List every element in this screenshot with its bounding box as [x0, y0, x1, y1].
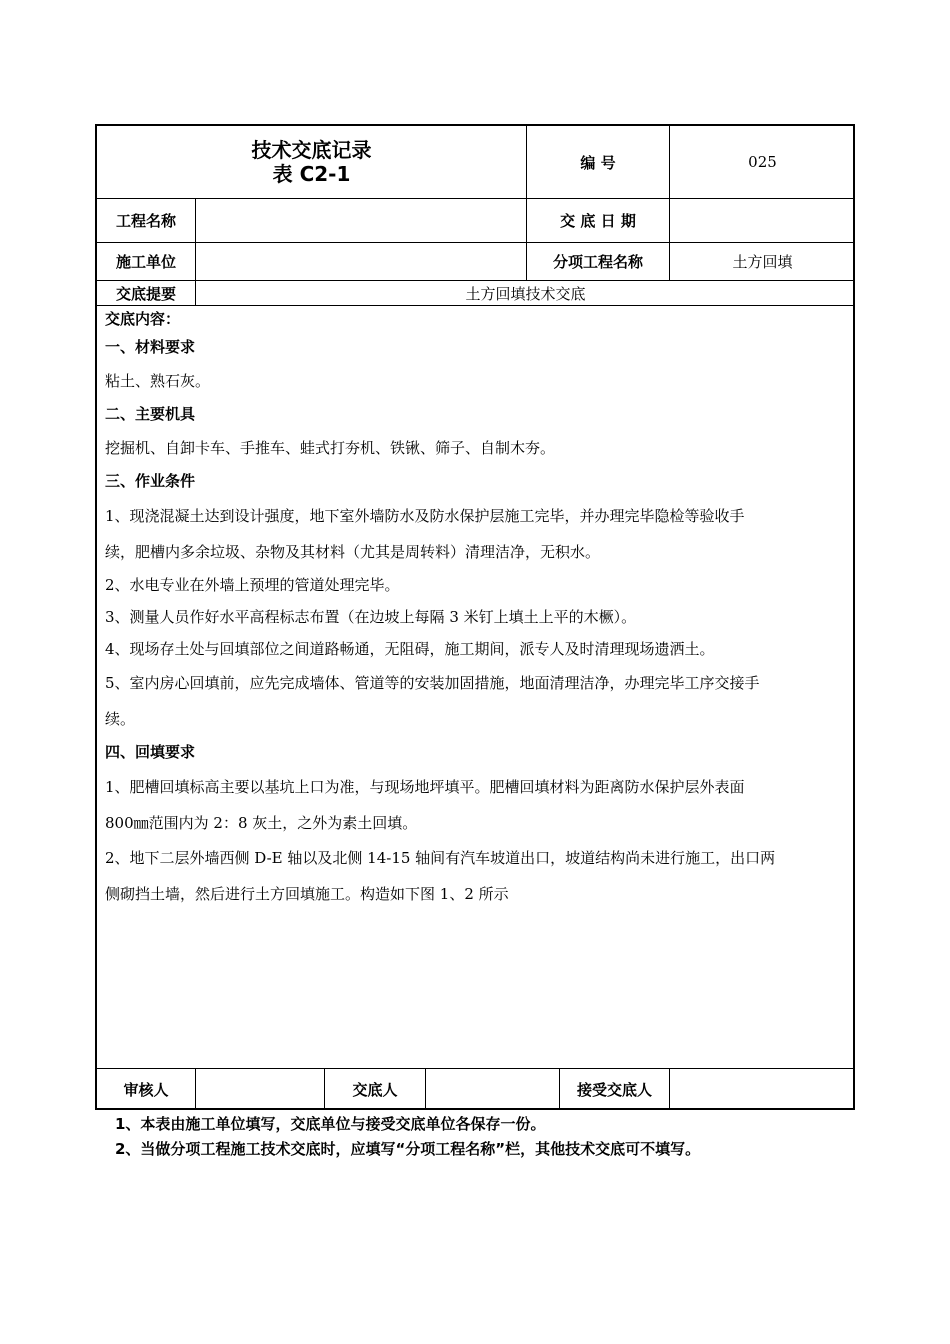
- note-1: 1、本表由施工单位填写，交底单位与接受交底单位各保存一份。: [115, 1115, 546, 1133]
- section-tools-title: 二、主要机具: [105, 405, 196, 423]
- summary-label: 交底提要: [115, 284, 176, 303]
- receiver-field[interactable]: [670, 1069, 855, 1110]
- row-divider: [97, 305, 853, 306]
- subproject-label: 分项工程名称: [552, 253, 643, 271]
- reviewer-label: 审核人: [123, 1081, 169, 1099]
- backfill-item-2-line2: 侧砌挡土墙，然后进行土方回填施工。构造如下图 1、2 所示: [105, 885, 509, 903]
- receiver-label: 接受交底人: [576, 1081, 652, 1099]
- discloser-field[interactable]: [426, 1069, 559, 1110]
- reviewer-field[interactable]: [196, 1069, 324, 1110]
- backfill-item-2-line1: 2、地下二层外墙西侧 D-E 轴以及北侧 14-15 轴间有汽车坡道出口，坡道结构尚未进行施工，出口两: [105, 849, 776, 867]
- section-materials-title: 一、材料要求: [105, 338, 196, 356]
- section-conditions-title: 三、作业条件: [105, 472, 196, 490]
- conditions-item-4: 4、现场存土处与回填部位之间道路畅通，无阻碍，施工期间，派专人及时清理现场遗洒土。: [105, 640, 715, 658]
- content-heading: 交底内容：: [105, 310, 181, 328]
- conditions-item-1-line1: 1、现浇混凝土达到设计强度，地下室外墙防水及防水保护层施工完毕，并办理完毕隐检等验收手: [105, 507, 745, 525]
- construction-unit-label: 施工单位: [115, 253, 176, 271]
- project-name-label: 工程名称: [115, 212, 176, 230]
- construction-unit-field[interactable]: [196, 243, 526, 280]
- date-field[interactable]: [670, 199, 855, 242]
- conditions-item-5-line2: 续。: [105, 710, 136, 728]
- date-label: 交 底 日 期: [560, 212, 636, 230]
- section-backfill-title: 四、回填要求: [105, 743, 196, 761]
- discloser-label: 交底人: [352, 1081, 398, 1099]
- conditions-item-5-line1: 5、室内房心回填前，应先完成墙体、管道等的安装加固措施，地面清理洁净，办理完毕工序交接手: [105, 674, 760, 692]
- section-materials-text: 粘土、熟石灰。: [105, 372, 211, 390]
- summary-value[interactable]: 土方回填技术交底: [465, 284, 586, 303]
- disclosure-content: [105, 308, 845, 911]
- form-title-line2: 表 C2-1: [272, 162, 351, 186]
- disclosure-record-table: [95, 124, 855, 1110]
- section-tools-text: 挖掘机、自卸卡车、手推车、蛙式打夯机、铁锹、筛子、自制木夯。: [105, 439, 556, 457]
- project-name-field[interactable]: [196, 199, 526, 242]
- note-2: 2、当做分项工程施工技术交底时，应填写“分项工程名称”栏，其他技术交底可不填写。: [115, 1140, 701, 1158]
- conditions-item-2: 2、水电专业在外墙上预埋的管道处理完毕。: [105, 576, 400, 594]
- form-title: [97, 126, 526, 198]
- backfill-item-1-line1: 1、肥槽回填标高主要以基坑上口为准，与现场地坪填平。肥槽回填材料为距离防水保护层外表面: [105, 778, 745, 796]
- conditions-item-1-line2: 续，肥槽内多余垃圾、杂物及其材料（尤其是周转料）清理洁净，无积水。: [105, 543, 601, 561]
- form-title-line1: 技术交底记录: [251, 138, 372, 162]
- backfill-item-1-line2: 800㎜范围内为 2：8 灰土，之外为素土回填。: [105, 814, 418, 832]
- number-value: 025: [748, 153, 777, 171]
- number-label: 编 号: [580, 153, 616, 172]
- conditions-item-3: 3、测量人员作好水平高程标志布置（在边坡上每隔 3 米钉上填土上平的木橛）。: [105, 608, 637, 626]
- subproject-value[interactable]: 土方回填: [732, 253, 793, 271]
